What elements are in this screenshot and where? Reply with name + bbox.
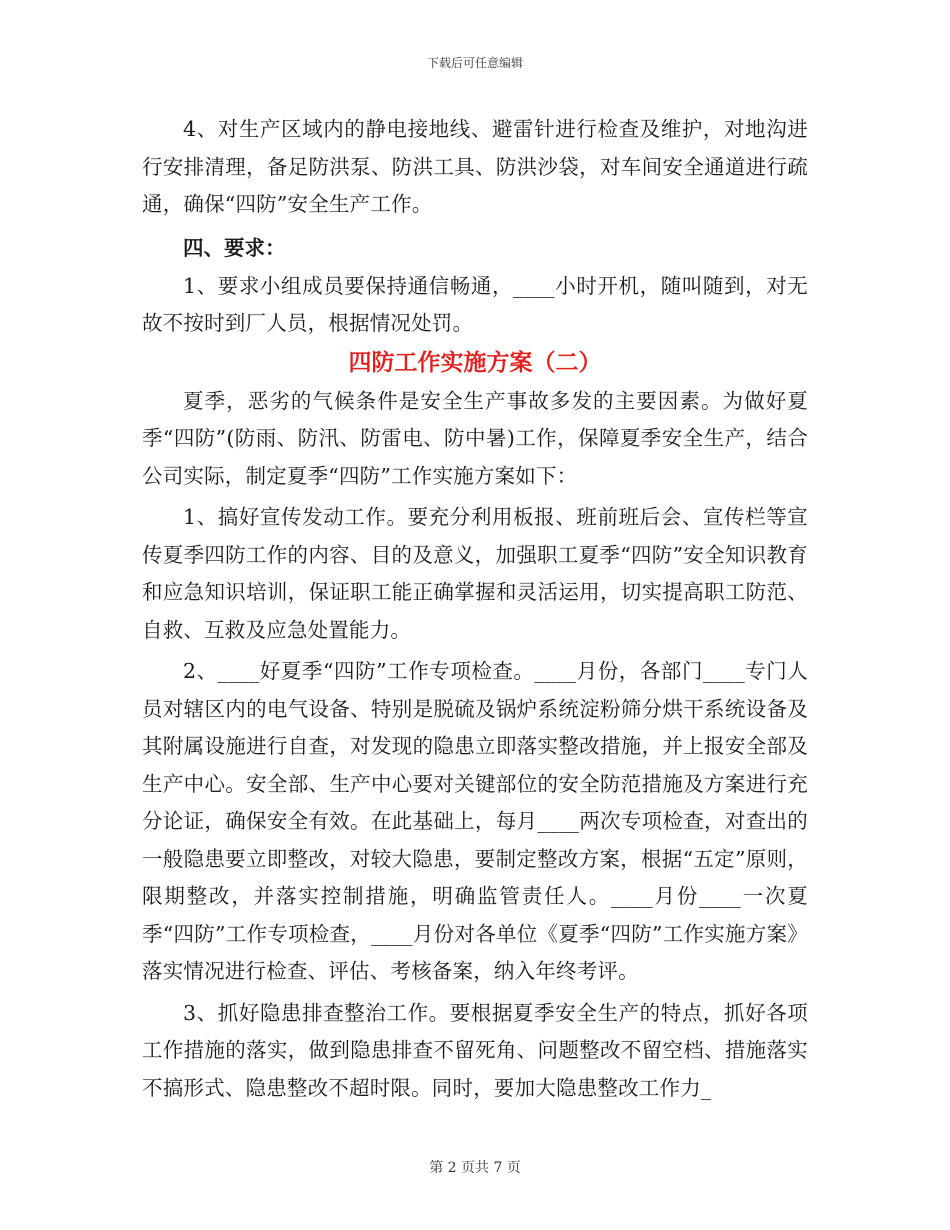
document-title: 四防工作实施方案（二）	[348, 348, 602, 376]
paragraph-item-3: 3、抓好隐患排查整治工作。要根据夏季安全生产的特点，抓好各项工作措施的落实，做到隐患排查不留死角、问题整改不留空档、措施落实不搞形式、隐患整改不超时限。同时，要加大隐患整改工作力_	[142, 1000, 808, 1100]
paragraph-intro: 夏季，恶劣的气候条件是安全生产事故多发的主要因素。为做好夏季“四防”(防雨、防汛、防雷电、防中暑)工作，保障夏季安全生产，结合公司实际，制定夏季“四防”工作实施方案如下：	[142, 388, 808, 488]
section-heading-requirements: 四、要求：	[183, 235, 286, 260]
paragraph-item-1: 1、搞好宣传发动工作。要充分利用板报、班前班后会、宣传栏等宣传夏季四防工作的内容、目的及意义，加强职工夏季“四防”安全知识教育和应急知识培训，保证职工能正确掌握和灵活运用，切实提高职工防范、自救、互救及应急处置能力。	[142, 505, 808, 642]
page-header: 下载后可任意编辑	[426, 56, 523, 70]
page-number: 第 2 页共 7 页	[429, 1160, 521, 1176]
paragraph-item-4: 4、对生产区域内的静电接地线、避雷针进行检查及维护，对地沟进行安排清理，备足防洪泵、防洪工具、防洪沙袋，对车间安全通道进行疏通，确保“四防”安全生产工作。	[142, 117, 808, 216]
document-body	[142, 111, 808, 1107]
paragraph-item-2: 2、____好夏季“四防”工作专项检查。____月份，各部门____专门人员对辖区内的电气设备、特别是脱硫及锅炉系统淀粉筛分烘干系统设备及其附属设施进行自查，对发现的隐患立即落实整改措施，并上报安全部及生产中心。安全部、生产中心要对关键部位的安全防范措施及方案进行充分论证，确保安全有效。在此基础上，每月____两次专项检查，对查出的一般隐患要立即整改，对较大隐患，要制定整改方案，根据“五定”原则，限期整改，并落实控制措施，明确监管责任人。____月份____一次夏季“四防”工作专项检查，____月份对各单位《夏季“四防”工作实施方案》落实情况进行检查、评估、考核备案，纳入年终考评。	[142, 659, 808, 983]
paragraph-requirement-1: 1、要求小组成员要保持通信畅通，____小时开机，随叫随到，对无故不按时到厂人员，根据情况处罚。	[142, 273, 808, 335]
